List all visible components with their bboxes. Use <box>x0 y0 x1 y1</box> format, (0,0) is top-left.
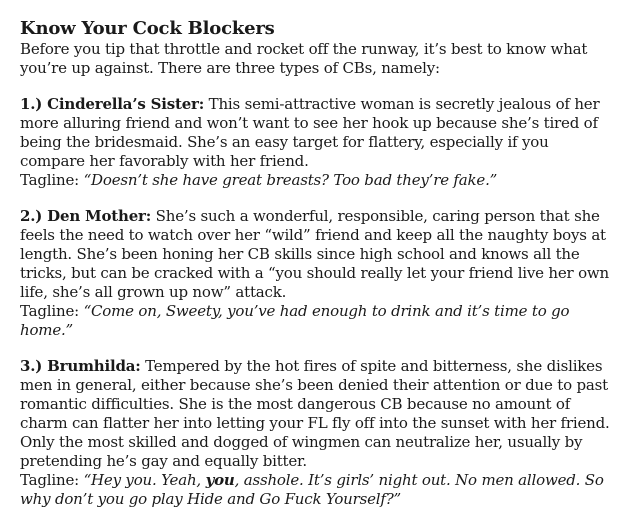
section-body: She’s such a wonderful, responsible, caring person that she feels the need to watch over her “wild” friend and keep all the naughty boys at length. She’s been honing her CB skills since high school and knows all the tricks, but can be cracked with a “you should really let your friend live her own life, she’s all grown up now” attack. <box>20 207 610 301</box>
intro-paragraph: Before you tip that throttle and rocket off the runway, it’s best to know what you’re up against. There are three types of CBs, namely: <box>20 40 588 77</box>
document-title: Know Your Cock Blockers <box>20 18 275 39</box>
spacer <box>20 340 612 357</box>
section-label: 1.) Cinderella’s Sister: <box>20 95 205 113</box>
tagline-label: Tagline: <box>20 302 79 320</box>
tagline-emphasis: you <box>205 471 235 489</box>
spacer <box>20 78 612 95</box>
tagline-text: “Doesn’t she have great breasts? Too bad they’re fake.” <box>83 171 498 189</box>
section-label: 3.) Brumhilda: <box>20 357 141 375</box>
spacer <box>20 190 612 207</box>
tagline-label: Tagline: <box>20 471 79 489</box>
section-label: 2.) Den Mother: <box>20 207 152 225</box>
tagline-text-post: , asshole. It’s girls’ night out. No men allowed. So why don’t you go play Hide and Go Fuck Yourself?” <box>20 471 604 508</box>
section-body: Tempered by the hot fires of spite and bitterness, she dislikes men in general, either because she’s been denied their attention or due to past romantic difficulties. She is the most dangerous CB because no amount of charm can flatter her into letting your FL fly off into the sunset with her friend. Only the most skilled and dogged of wingmen can neutralize her, usually by pretending he’s gay and equally bitter. <box>20 357 610 470</box>
section-brumhilda <box>20 357 612 471</box>
tagline-label: Tagline: <box>20 171 79 189</box>
tagline-text-pre: “Hey you. Yeah, <box>83 471 201 489</box>
document <box>20 18 612 509</box>
tagline-cinderellas-sister <box>20 171 612 190</box>
section-body: This semi-attractive woman is secretly jealous of her more alluring friend and won’t want to see her hook up because she’s tired of being the bridesmaid. She’s an easy target for flattery, especially if you compare her favorably with her friend. <box>20 95 600 170</box>
section-den-mother <box>20 207 612 302</box>
tagline-brumhilda <box>20 471 612 509</box>
section-cinderellas-sister <box>20 95 612 171</box>
tagline-text: “Come on, Sweety, you’ve had enough to drink and it’s time to go home.” <box>20 302 570 339</box>
tagline-den-mother <box>20 302 612 340</box>
